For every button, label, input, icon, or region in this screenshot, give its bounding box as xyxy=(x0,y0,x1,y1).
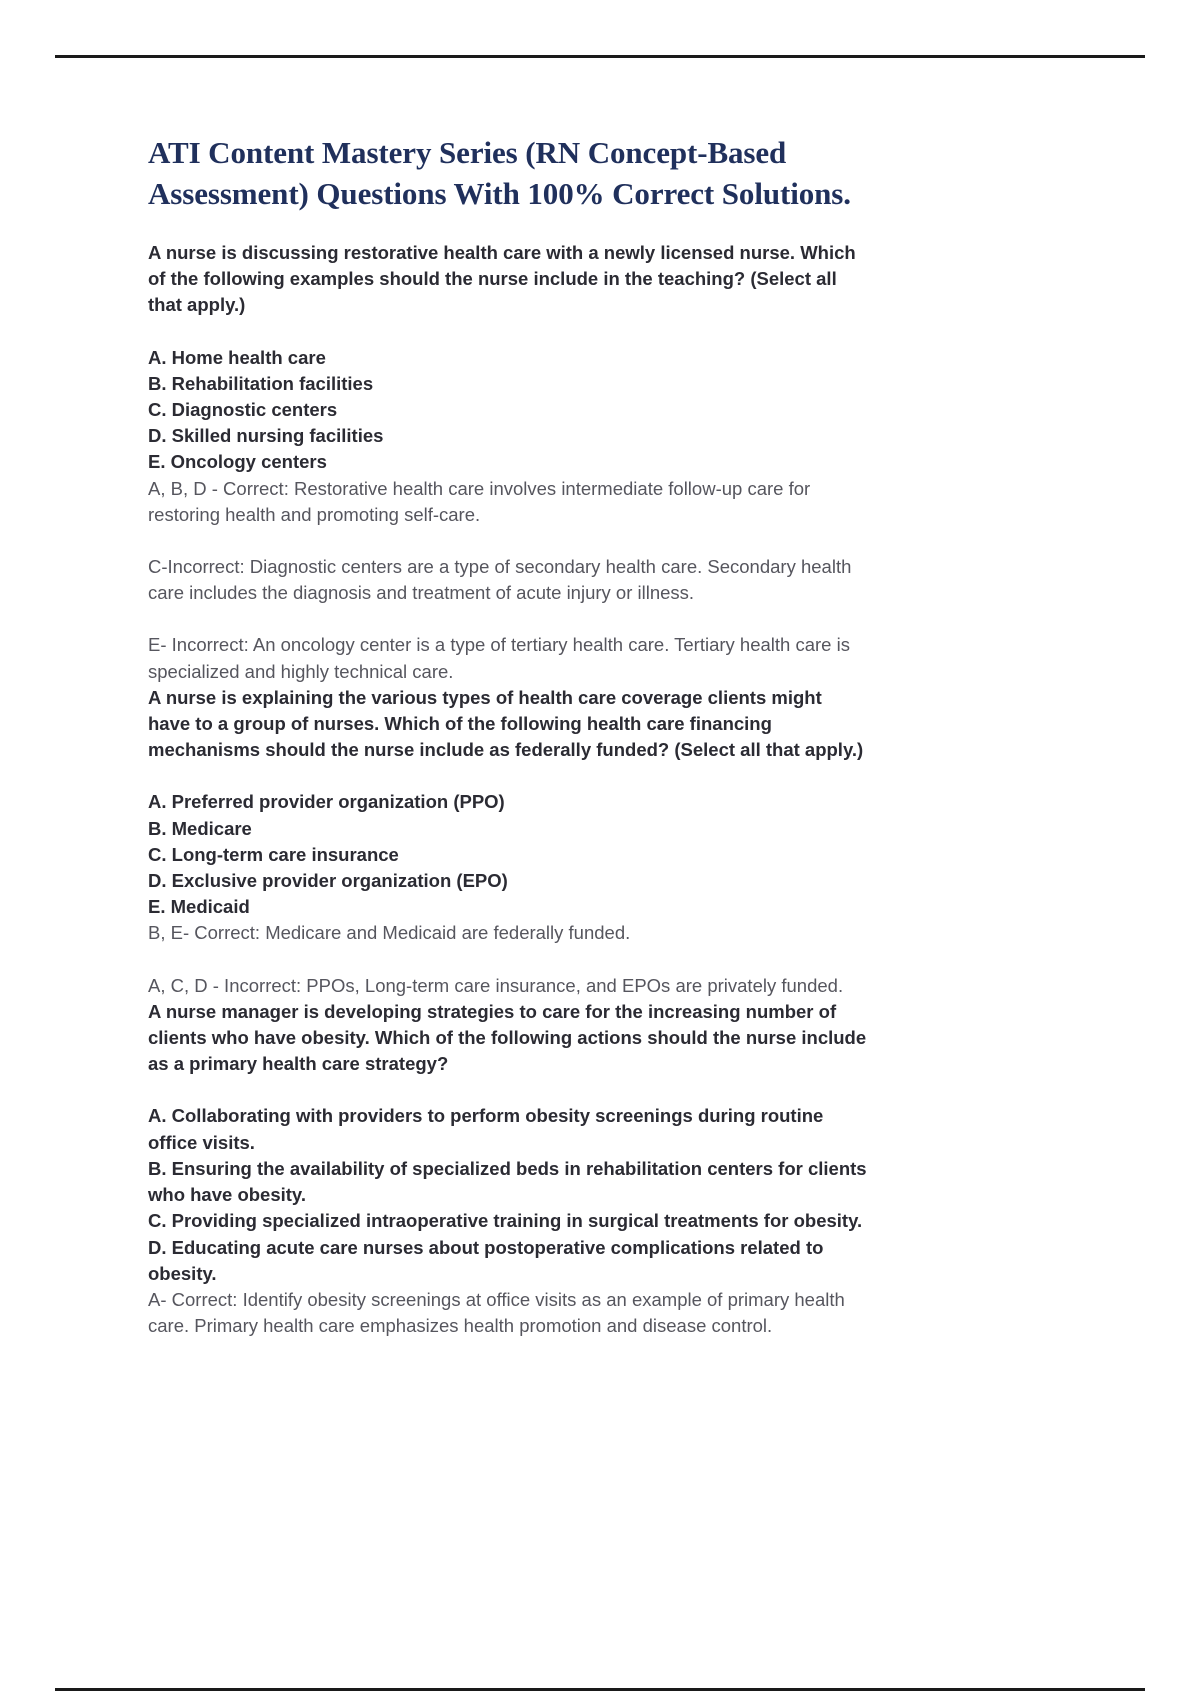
rationale-1-correct xyxy=(148,476,1010,528)
answer-option-3d[interactable] xyxy=(148,1235,1010,1287)
title-spacer xyxy=(148,214,1010,240)
answer-options-1 xyxy=(148,345,1010,476)
stem-options-gap-3 xyxy=(148,1077,1010,1103)
question-stem-3-line-1: A nurse manager is developing strategies to care for the increasing number of xyxy=(148,1000,837,1022)
answer-option-3a-line-2: office visits. xyxy=(148,1131,255,1153)
question-stem-3-line-3: as a primary health care strategy? xyxy=(148,1053,449,1075)
question-block-1 xyxy=(148,240,1010,685)
answer-option-1d[interactable]: D. Skilled nursing facilities xyxy=(148,425,384,447)
answer-option-3b-line-1: B. Ensuring the availability of specialized beds in rehabilitation centers for clients xyxy=(148,1157,867,1179)
question-stem-3-line-2: clients who have obesity. Which of the following actions should the nurse include xyxy=(148,1027,867,1049)
answer-option-3b[interactable] xyxy=(148,1156,1010,1208)
question-stem-2-line-3: mechanisms should the nurse include as federally funded? (Select all that apply.) xyxy=(148,739,864,761)
rationale-1-incorrect-c xyxy=(148,554,1010,606)
document-content xyxy=(148,132,1010,1339)
answer-option-2b[interactable]: B. Medicare xyxy=(148,817,252,839)
question-block-3 xyxy=(148,999,1010,1339)
question-stem-2-line-1: A nurse is explaining the various types of health care coverage clients might xyxy=(148,686,822,708)
stem-options-gap-1 xyxy=(148,319,1010,345)
rationale-2-correct xyxy=(148,920,1010,946)
answer-option-2a[interactable]: A. Preferred provider organization (PPO) xyxy=(148,791,505,813)
rationale-3-correct-line-2: care. Primary health care emphasizes health promotion and disease control. xyxy=(148,1315,773,1337)
answer-options-2 xyxy=(148,789,1010,920)
answer-option-3d-line-1: D. Educating acute care nurses about postoperative complications related to xyxy=(148,1236,824,1258)
question-stem-2 xyxy=(148,685,1010,764)
rationale-1-incorrect-e xyxy=(148,632,1010,684)
answer-option-3b-line-2: who have obesity. xyxy=(148,1184,306,1206)
answer-option-1a[interactable]: A. Home health care xyxy=(148,346,326,368)
question-stem-2-line-2: have to a group of nurses. Which of the following health care financing xyxy=(148,713,772,735)
question-stem-1 xyxy=(148,240,1010,319)
rationale-3-correct xyxy=(148,1287,1010,1339)
answer-option-3a[interactable] xyxy=(148,1103,1010,1155)
answer-option-1b[interactable]: B. Rehabilitation facilities xyxy=(148,372,374,394)
question-stem-1-line-2: of the following examples should the nurse include in the teaching? (Select all xyxy=(148,268,837,290)
rationale-1-correct-line-2: restoring health and promoting self-care. xyxy=(148,503,481,525)
page-title-line-2: Assessment) Questions With 100% Correct Solutions. xyxy=(148,176,851,211)
answer-option-3c-line-1: C. Providing specialized intraoperative training in surgical treatments for obesity. xyxy=(148,1210,863,1232)
answer-options-3 xyxy=(148,1103,1010,1286)
rationale-1-incorrect-c-line-2: care includes the diagnosis and treatment of acute injury or illness. xyxy=(148,582,695,604)
rationale-1-correct-line-1: A, B, D - Correct: Restorative health care involves intermediate follow-up care for xyxy=(148,477,811,499)
question-block-2 xyxy=(148,685,1010,999)
answer-option-2e[interactable]: E. Medicaid xyxy=(148,896,250,918)
stem-options-gap-2 xyxy=(148,763,1010,789)
rationale-1-incorrect-e-line-2: specialized and highly technical care. xyxy=(148,660,454,682)
rationale-2-correct-line-1: B, E- Correct: Medicare and Medicaid are federally funded. xyxy=(148,922,631,944)
answer-option-2d[interactable]: D. Exclusive provider organization (EPO) xyxy=(148,870,508,892)
answer-option-2c[interactable]: C. Long-term care insurance xyxy=(148,843,399,865)
page-top-rule xyxy=(55,55,1145,58)
question-stem-1-line-1: A nurse is discussing restorative health care with a newly licensed nurse. Which xyxy=(148,242,856,263)
rationale-3-correct-line-1: A- Correct: Identify obesity screenings at office visits as an example of primary health xyxy=(148,1288,845,1310)
answer-option-3a-line-1: A. Collaborating with providers to perform obesity screenings during routine xyxy=(148,1105,824,1127)
rationale-2-incorrect xyxy=(148,973,1010,999)
rationale-gap-1b xyxy=(148,606,1010,632)
rationale-1-incorrect-c-line-1: C-Incorrect: Diagnostic centers are a type of secondary health care. Secondary health xyxy=(148,556,852,578)
page-title xyxy=(148,132,1010,214)
page-title-line-1: ATI Content Mastery Series (RN Concept-Based xyxy=(148,135,787,170)
page-bottom-rule xyxy=(55,1688,1145,1691)
question-stem-1-line-3: that apply.) xyxy=(148,294,246,316)
rationale-gap-1a xyxy=(148,528,1010,554)
answer-option-3c[interactable] xyxy=(148,1208,1010,1234)
rationale-gap-2a xyxy=(148,947,1010,973)
answer-option-3d-line-2: obesity. xyxy=(148,1262,217,1284)
question-stem-3 xyxy=(148,999,1010,1078)
rationale-2-incorrect-line-1: A, C, D - Incorrect: PPOs, Long-term care insurance, and EPOs are privately funded. xyxy=(148,974,844,996)
answer-option-1e[interactable]: E. Oncology centers xyxy=(148,451,327,473)
rationale-1-incorrect-e-line-1: E- Incorrect: An oncology center is a type of tertiary health care. Tertiary health care is xyxy=(148,634,850,656)
answer-option-1c[interactable]: C. Diagnostic centers xyxy=(148,399,338,421)
